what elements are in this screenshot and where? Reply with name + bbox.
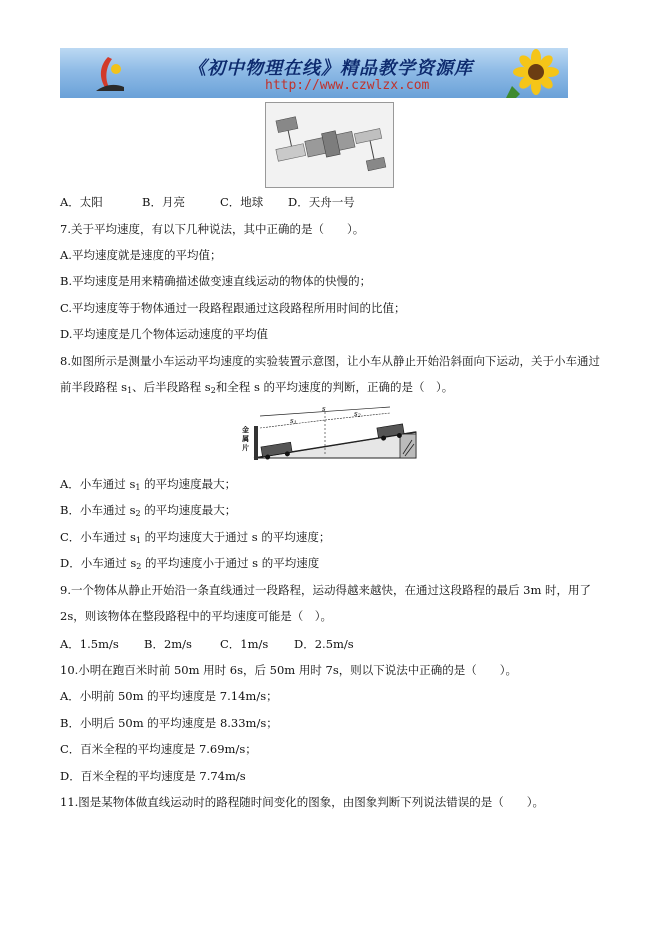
q8-stem-part-a: 前半段路程 s: [60, 380, 128, 394]
q7-option-b: B.平均速度是用来精确描述做变速直线运动的物体的快慢的；: [60, 274, 372, 288]
q8-option-d-text: D．小车通过 s: [60, 556, 137, 570]
q6-option-b: B．月亮: [142, 195, 185, 209]
q9-stem-line1: 9.一个物体从静止开始沿一条直线通过一段路程，运动得越来越快，在通过这段路程的最后 3m 时，用了: [60, 583, 591, 597]
q8-stem-part-c: 和全程 s 的平均速度的判断，正确的是（ ）。: [215, 380, 454, 394]
metal-label-2: 属: [242, 434, 249, 443]
q6-options: [60, 195, 355, 209]
q8-option-b-rest: 的平均速度最大；: [140, 503, 237, 517]
q7-option-a: A.平均速度就是速度的平均值；: [60, 248, 222, 262]
q8-option-c-sub: 1: [135, 536, 141, 545]
label-s1: [290, 417, 297, 426]
q9-option-a: A．1.5m/s: [60, 637, 119, 651]
q6-option-c: C．地球: [220, 195, 264, 209]
q10-stem: 10.小明在跑百米时前 50m 用时 6s，后 50m 用时 7s，则以下说法中正确的是（ ）。: [60, 663, 517, 677]
label-s2-text: s: [354, 410, 358, 418]
q6-option-d: D．天舟一号: [288, 195, 355, 209]
site-logo-icon: [90, 55, 126, 93]
q8-option-b-sub: 2: [135, 509, 141, 518]
q11-stem: 11.图是某物体做直线运动时的路程随时间变化的图象，由图象判断下列说法错误的是（ ）。: [60, 795, 545, 809]
spacecraft-photo: [265, 102, 394, 188]
q8-option-c-text: C．小车通过 s: [60, 530, 136, 544]
label-s2-sub: 2: [357, 413, 361, 419]
q6-option-a: A．太阳: [60, 195, 103, 209]
q7-option-d: D.平均速度是几个物体运动速度的平均值: [60, 327, 268, 341]
sunflower-icon: [502, 48, 564, 98]
q8-stem-line1: 8.如图所示是测量小车运动平均速度的实验装置示意图，让小车从静止开始沿斜面向下运动，关于小车通过: [60, 354, 600, 368]
q8-option-b: [60, 503, 236, 521]
q8-option-a-rest: 的平均速度最大；: [140, 477, 237, 491]
header-banner: [60, 48, 568, 98]
q9-options: [60, 637, 354, 651]
q8-option-d-rest: 的平均速度小于通过 s 的平均速度: [141, 556, 320, 570]
q10-option-d: D．百米全程的平均速度是 7.74m/s: [60, 769, 246, 783]
banner-url: http://www.czwlzx.com: [265, 78, 430, 93]
q9-option-c: C．1m/s: [220, 637, 269, 651]
q10-option-a: A．小明前 50m 的平均速度是 7.14m/s；: [60, 689, 278, 703]
q8-option-c-rest: 的平均速度大于通过 s 的平均速度；: [140, 530, 331, 544]
spacecraft-image-icon: [266, 103, 393, 187]
label-s: s: [322, 405, 326, 413]
q7-stem: 7.关于平均速度，有以下几种说法，其中正确的是（ ）。: [60, 222, 365, 236]
q8-option-a-text: A．小车通过 s: [60, 477, 136, 491]
q8-option-a: [60, 477, 236, 495]
q9-option-b: B．2m/s: [144, 637, 192, 651]
q10-option-c: C．百米全程的平均速度是 7.69m/s；: [60, 742, 257, 756]
q9-stem-line2: 2s，则该物体在整段路程中的平均速度可能是（ ）。: [60, 609, 332, 623]
q8-sub2: 2: [210, 386, 216, 395]
label-s1-text: s: [290, 417, 294, 425]
q8-option-d: [60, 556, 319, 574]
label-s1-sub: 1: [293, 420, 297, 426]
q8-option-d-sub: 2: [136, 562, 142, 571]
incline-cart-diagram: [240, 402, 430, 470]
q8-option-a-sub: 1: [135, 483, 141, 492]
metal-label-3: 片: [242, 443, 249, 452]
q8-sub1: 1: [127, 386, 133, 395]
q10-option-b: B．小明后 50m 的平均速度是 8.33m/s；: [60, 716, 278, 730]
q7-option-c: C.平均速度等于物体通过一段路程跟通过这段路程所用时间的比值；: [60, 301, 406, 315]
q8-option-c: [60, 530, 330, 548]
banner-title: 《初中物理在线》精品教学资源库: [188, 58, 473, 79]
q8-stem-part-b: 、后半段路程 s: [132, 380, 211, 394]
q9-option-d: D．2.5m/s: [294, 637, 354, 651]
label-s2: [354, 410, 361, 419]
metal-label-1: 金: [242, 425, 249, 434]
q8-option-b-text: B．小车通过 s: [60, 503, 136, 517]
q8-stem-line2: [60, 380, 453, 398]
